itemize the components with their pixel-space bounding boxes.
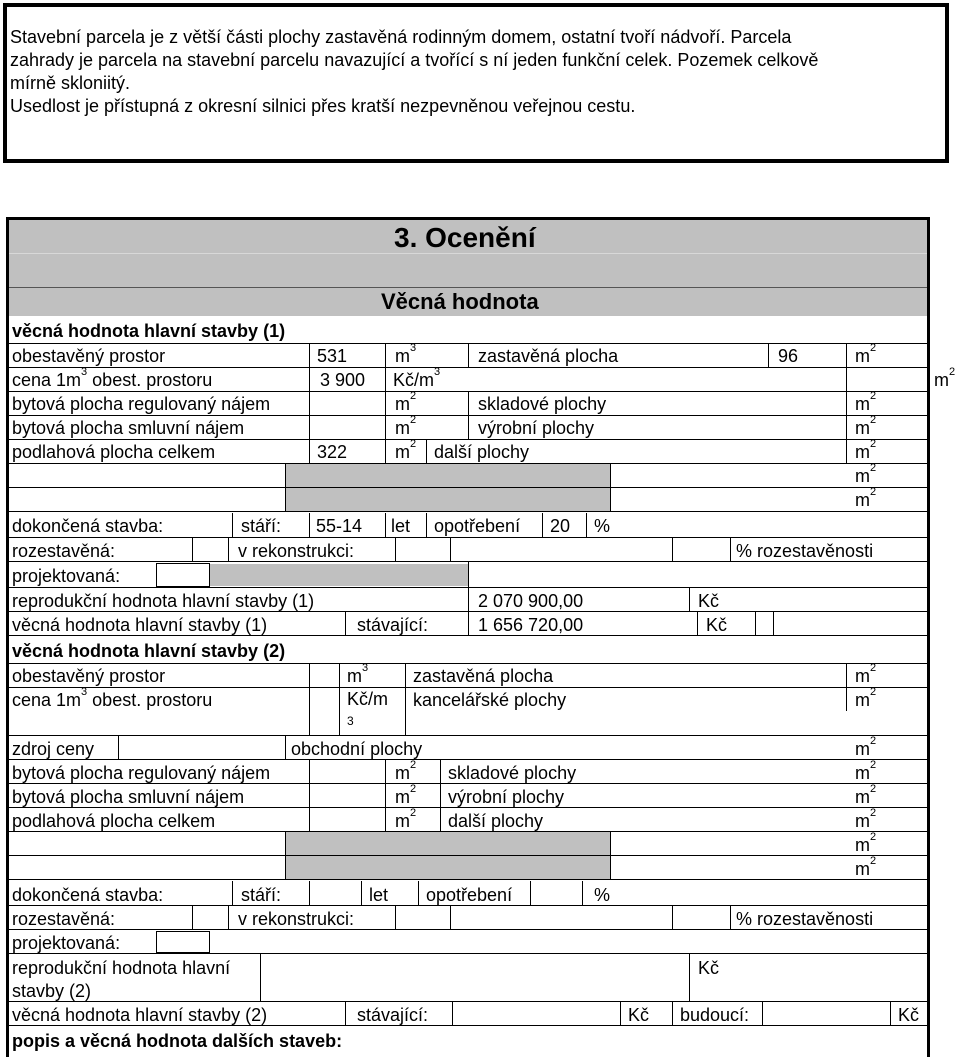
s2-opotrebeni-label: opotřebení xyxy=(426,885,513,905)
unit-m2: $m^2$ xyxy=(395,414,417,438)
s1-dalsi-label: další plochy xyxy=(434,442,530,462)
unit-m2: $m^2$ xyxy=(395,390,417,414)
unit-m2: $m^2$ xyxy=(855,807,877,831)
unit-m2: $m^2$ xyxy=(395,438,417,462)
unit-m2: $m^2$ xyxy=(395,783,417,807)
s2-obestaveny-label: obestavěný prostor xyxy=(12,666,166,686)
unit-m3: $m^3$ xyxy=(347,662,369,686)
s2-budouci-label: budoucí: xyxy=(680,1005,750,1025)
s2-zdroj-label: zdroj ceny xyxy=(12,739,95,759)
s1-byt-reg-label: bytová plocha regulovaný nájem xyxy=(12,394,271,414)
s2-reprodukcni-label-b: stavby (2) xyxy=(12,981,92,1001)
s2-byt-sml-label: bytová plocha smluvní nájem xyxy=(12,787,245,807)
s1-rekonstrukce-label: v rekonstrukci: xyxy=(238,541,355,561)
s1-vecna-value: 1 656 720,00 xyxy=(478,615,584,635)
s1-podlahova-value: 322 xyxy=(317,442,348,462)
s2-rozestavenost-label: % rozestavěnosti xyxy=(736,909,874,929)
s2-rozestavena-label: rozestavěná: xyxy=(12,909,116,929)
s2-vyrobni-label: výrobní plochy xyxy=(448,787,565,807)
s2-skladove-label: skladové plochy xyxy=(448,763,577,783)
s1-opotrebeni-label: opotřebení xyxy=(434,516,521,536)
unit-m2: $m^2$ xyxy=(855,783,877,807)
description-text: Stavební parcela je z větší části plochy zastavěná rodinným domem, ostatní tvoří nádvoří. Parcela zahrady je parcela na stavební parcelu navazující a tvořící s ní jeden funkční celek. Pozemek celkově mírně skloniitý. Usedlost je přístupná z okresní silnici přes kratší nezpevněnou veřejnou cestu. xyxy=(10,27,819,116)
s2-byt-reg-label: bytová plocha regulovaný nájem xyxy=(12,763,271,783)
s1-cena-value: 3 900 xyxy=(320,370,366,390)
unit-m2: $m^2$ xyxy=(855,342,877,366)
unit-m2: $m^2$ xyxy=(855,735,877,759)
s1-opotrebeni-value: 20 xyxy=(550,516,571,536)
s1-rozestavenost-label: % rozestavěnosti xyxy=(736,541,874,561)
s1-stari-value: 55-14 xyxy=(316,516,363,536)
s2-rekonstrukce-label: v rekonstrukci: xyxy=(238,909,355,929)
s2-vecna-label: věcná hodnota hlavní stavby (2) xyxy=(12,1005,268,1025)
unit-kc-m3: Kč/m 3 xyxy=(347,689,389,728)
s1-obestaveny-value: 531 xyxy=(317,346,348,366)
s2-cena-label: cena $1m^3$ obest. prostoru xyxy=(12,686,213,710)
unit-let: let xyxy=(369,885,389,905)
s1-rozestavena-label: rozestavěná: xyxy=(12,541,116,561)
unit-m2: $m^2$ xyxy=(395,759,417,783)
s2-reprodukcni-label-a: reprodukční hodnota hlavní xyxy=(12,958,231,978)
unit-m2: $m^2$ xyxy=(855,855,877,879)
s1-title: věcná hodnota hlavní stavby (1) xyxy=(12,321,286,341)
s1-stavajici-label: stávající: xyxy=(357,615,429,635)
unit-m2: $m^2$ xyxy=(855,686,877,710)
s1-zastavena-label: zastavěná plocha xyxy=(478,346,619,366)
s1-podlahova-label: podlahová plocha celkem xyxy=(12,442,216,462)
unit-m2: $m^2$ xyxy=(855,414,877,438)
s2-obchodni-label: obchodní plochy xyxy=(291,739,423,759)
s1-cena-label: cena $1m^3$ obest. prostoru xyxy=(12,366,213,390)
unit-kc-m3: $Kč/m^3$ xyxy=(393,366,441,390)
s2-title: věcná hodnota hlavní stavby (2) xyxy=(12,641,286,661)
unit-pct: % xyxy=(594,885,611,905)
unit-m2: $m^2$ xyxy=(855,462,877,486)
unit-m2: $m^2$ xyxy=(395,807,417,831)
unit-kc: Kč xyxy=(706,615,728,635)
s2-zastavena-label: zastavěná plocha xyxy=(413,666,554,686)
s2-dalsi-label: další plochy xyxy=(448,811,544,831)
unit-m2: $m^2$ xyxy=(855,486,877,510)
s1-stari-label: stáří: xyxy=(241,516,282,536)
unit-m2: $m^2$ xyxy=(855,662,877,686)
s2-kancelarske-label: kancelářské plochy xyxy=(413,690,567,710)
s1-byt-sml-label: bytová plocha smluvní nájem xyxy=(12,418,245,438)
unit-m2: $m^2$ xyxy=(855,390,877,414)
unit-m2: $m^2$ xyxy=(934,366,956,390)
s1-vecna-label: věcná hodnota hlavní stavby (1) xyxy=(12,615,268,635)
unit-m2: $m^2$ xyxy=(855,831,877,855)
s1-projektovana-label: projektovaná: xyxy=(12,566,121,586)
footer-title: popis a věcná hodnota dalších staveb: xyxy=(12,1031,343,1051)
unit-m2: $m^2$ xyxy=(855,759,877,783)
unit-pct: % xyxy=(594,516,611,536)
s1-obestaveny-label: obestavěný prostor xyxy=(12,346,166,366)
unit-m2: $m^2$ xyxy=(855,438,877,462)
s2-projektovana-label: projektovaná: xyxy=(12,933,121,953)
s1-zastavena-value: 96 xyxy=(778,346,799,366)
unit-let: let xyxy=(391,516,411,536)
s1-reprodukcni-label: reprodukční hodnota hlavní stavby (1) xyxy=(12,591,315,611)
s1-dokoncena-label: dokončená stavba: xyxy=(12,516,164,536)
s2-stari-label: stáří: xyxy=(241,885,282,905)
s1-reprodukcni-value: 2 070 900,00 xyxy=(478,591,584,611)
unit-kc: Kč xyxy=(698,958,720,978)
s2-dokoncena-label: dokončená stavba: xyxy=(12,885,164,905)
unit-m3: $m^3$ xyxy=(395,342,417,366)
unit-kc: Kč xyxy=(898,1005,920,1025)
unit-kc: Kč xyxy=(698,591,720,611)
s2-podlahova-label: podlahová plocha celkem xyxy=(12,811,216,831)
unit-kc: Kč xyxy=(628,1005,650,1025)
s2-stavajici-label: stávající: xyxy=(357,1005,429,1025)
s1-vyrobni-label: výrobní plochy xyxy=(478,418,595,438)
section-title: 3. Ocenění xyxy=(394,222,536,253)
s1-skladove-label: skladové plochy xyxy=(478,394,607,414)
section-subtitle: Věcná hodnota xyxy=(381,289,539,314)
